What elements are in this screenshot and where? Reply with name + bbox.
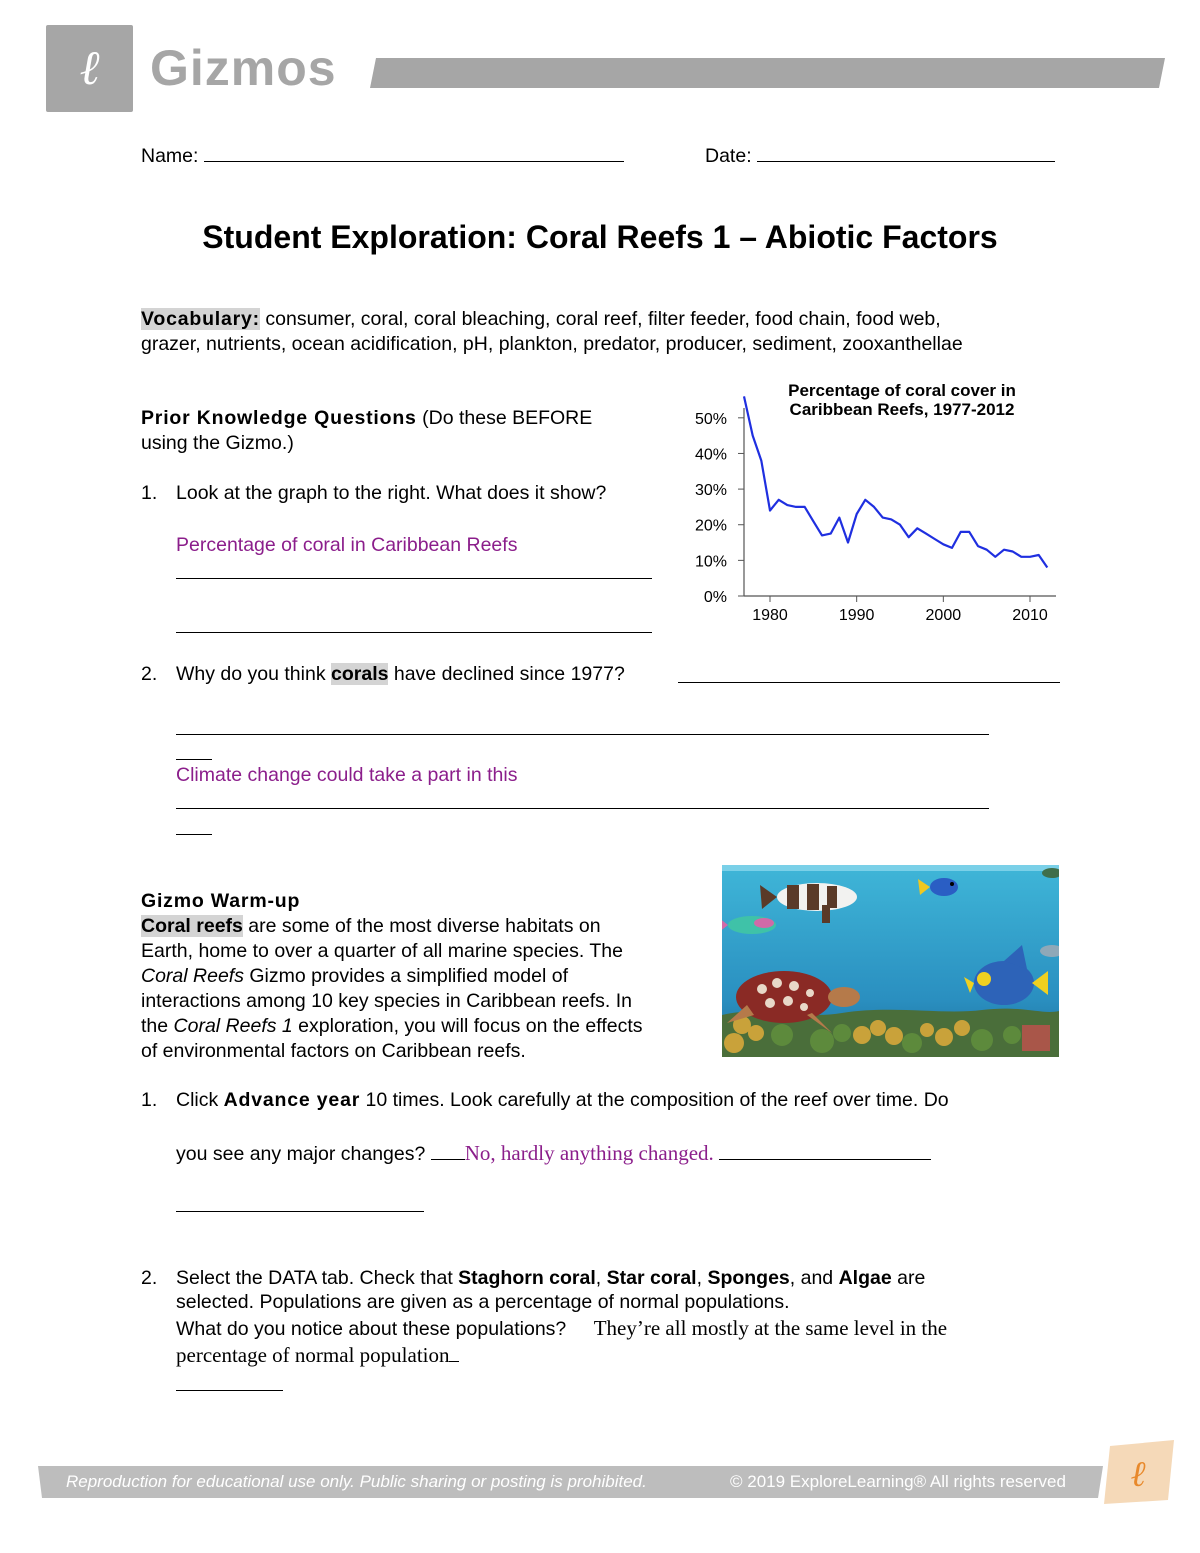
warmup-q2-answer-b[interactable]: percentage of normal population bbox=[176, 1343, 450, 1367]
warmup-q2-sep-2: , bbox=[696, 1267, 708, 1289]
chart-title-line-1: Percentage of coral cover in bbox=[788, 381, 1016, 400]
prior-note-2: using the Gizmo.) bbox=[141, 432, 294, 454]
prior-heading: Prior Knowledge Questions bbox=[141, 407, 417, 429]
prior-q2-text bbox=[176, 662, 625, 687]
vocabulary-block bbox=[141, 307, 1071, 357]
warmup-q1-lead-line bbox=[431, 1143, 465, 1160]
warmup-q2-answer-tail bbox=[449, 1345, 459, 1362]
vocabulary-label: Vocabulary: bbox=[141, 308, 260, 330]
prior-note-1: (Do these BEFORE bbox=[416, 407, 593, 429]
warmup-p6: of environmental factors on Caribbean reefs. bbox=[141, 1040, 526, 1062]
x-tick-label: 1990 bbox=[838, 607, 875, 624]
prior-q1-text: Look at the graph to the right. What does it show? bbox=[176, 482, 607, 504]
series-line-0 bbox=[744, 396, 1047, 567]
prior-q2-line-2-tail bbox=[176, 816, 212, 835]
warmup-p2: Earth, home to over a quarter of all marine species. The bbox=[141, 940, 623, 962]
warmup-q2-algae: Algae bbox=[838, 1267, 892, 1289]
prior-q2-line-2[interactable] bbox=[176, 790, 989, 809]
warmup-block bbox=[141, 889, 711, 1064]
y-tick-label: 10% bbox=[694, 553, 727, 571]
warmup-q1-bold: Advance year bbox=[223, 1089, 361, 1111]
warmup-p1: are some of the most diverse habitats on bbox=[242, 915, 601, 937]
chart-axes bbox=[744, 408, 1056, 596]
vocabulary-line-1: consumer, coral, coral bleaching, coral reef, filter feeder, food chain, food web, bbox=[259, 308, 941, 330]
header-bar bbox=[370, 58, 1165, 88]
warmup-q2-star: Star coral bbox=[606, 1267, 697, 1289]
warmup-heading: Gizmo Warm-up bbox=[141, 890, 301, 912]
warmup-q1-answer[interactable]: No, hardly anything changed. bbox=[464, 1141, 714, 1165]
y-tick-label: 20% bbox=[694, 517, 727, 535]
warmup-q2-question: What do you notice about these populations? bbox=[176, 1318, 567, 1340]
svg-text:ℓ: ℓ bbox=[1130, 1454, 1146, 1495]
explorelearning-footer-logo bbox=[1100, 1440, 1178, 1505]
warmup-q2-sep-4: are bbox=[891, 1267, 926, 1289]
y-tick-label: 30% bbox=[694, 482, 727, 500]
warmup-q2-sponges: Sponges bbox=[707, 1267, 790, 1289]
prior-q1-line-2[interactable] bbox=[176, 614, 652, 633]
warmup-q2-a: Select the DATA tab. Check that bbox=[176, 1267, 459, 1289]
y-tick-label: 50% bbox=[694, 410, 727, 428]
warmup-q2-answer-a[interactable]: They’re all mostly at the same level in the bbox=[593, 1316, 948, 1340]
prior-q1-number: 1. bbox=[141, 482, 158, 504]
warmup-q1-line-2 bbox=[176, 1141, 931, 1167]
date-line[interactable] bbox=[757, 143, 1055, 162]
warmup-q1-a: Click bbox=[176, 1089, 224, 1111]
warmup-q2-answer-b-wrap bbox=[176, 1342, 459, 1368]
prior-q2-line-1-tail bbox=[176, 741, 212, 760]
prior-q2-keyword: corals bbox=[331, 663, 389, 685]
brand-name: Gizmos bbox=[150, 40, 337, 96]
chart-series bbox=[744, 396, 1047, 567]
warmup-q2-sep-1: , bbox=[595, 1267, 607, 1289]
warmup-p5-a: the bbox=[141, 1015, 174, 1037]
warmup-p4: interactions among 10 key species in Caribbean reefs. In bbox=[141, 990, 633, 1012]
y-tick-label: 0% bbox=[703, 589, 727, 606]
warmup-q1-number: 1. bbox=[141, 1089, 158, 1111]
warmup-q1-b: 10 times. Look carefully at the composition of the reef over time. Do bbox=[360, 1089, 949, 1111]
warmup-q2-sep-3: , and bbox=[789, 1267, 839, 1289]
warmup-p5-b: exploration, you will focus on the effects bbox=[292, 1015, 643, 1037]
chart-ticks bbox=[695, 411, 1048, 624]
footer-copyright: © 2019 ExploreLearning® All rights reserved bbox=[730, 1472, 1066, 1491]
warmup-q2-line-2: selected. Populations are given as a percentage of normal populations. bbox=[176, 1291, 790, 1313]
warmup-q2-staghorn: Staghorn coral bbox=[458, 1267, 596, 1289]
y-tick-label: 40% bbox=[694, 446, 727, 464]
warmup-q1-text bbox=[176, 1088, 949, 1113]
prior-q1-answer[interactable]: Percentage of coral in Caribbean Reefs bbox=[176, 534, 518, 556]
explorelearning-logo: ℓ bbox=[79, 40, 100, 96]
prior-knowledge-heading bbox=[141, 406, 661, 456]
warmup-q2-line-3 bbox=[176, 1316, 947, 1342]
warmup-q2-number: 2. bbox=[141, 1267, 158, 1289]
prior-q1-line-1[interactable] bbox=[176, 560, 652, 579]
x-tick-label: 2000 bbox=[925, 607, 962, 624]
warmup-q2-text bbox=[176, 1266, 925, 1291]
page-title: Student Exploration: Coral Reefs 1 – Abiotic Factors bbox=[202, 219, 998, 255]
x-tick-label: 2010 bbox=[1012, 607, 1048, 624]
warmup-p3-italic: Coral Reefs bbox=[141, 965, 244, 987]
chart-title-line-2: Caribbean Reefs, 1977-2012 bbox=[789, 400, 1015, 419]
name-field bbox=[141, 143, 624, 169]
prior-q2-post: have declined since 1977? bbox=[388, 663, 625, 685]
date-label: Date: bbox=[705, 145, 752, 167]
prior-q2-line-0[interactable] bbox=[678, 664, 1060, 683]
warmup-q2-line-4[interactable] bbox=[176, 1374, 283, 1391]
vocabulary-line-2: grazer, nutrients, ocean acidification, pH, plankton, predator, producer, sediment, zooxanthellae bbox=[141, 333, 963, 355]
warmup-keyword: Coral reefs bbox=[141, 915, 243, 937]
warmup-p5-italic: Coral Reefs 1 bbox=[173, 1015, 293, 1037]
coral-cover-chart bbox=[684, 380, 1064, 630]
prior-q2-pre: Why do you think bbox=[176, 663, 331, 685]
footer-notice: Reproduction for educational use only. Public sharing or posting is prohibited. bbox=[66, 1472, 647, 1491]
name-label: Name: bbox=[141, 145, 199, 167]
date-field bbox=[705, 143, 1055, 169]
warmup-q1-prompt: you see any major changes? bbox=[176, 1143, 431, 1165]
prior-q2-line-1[interactable] bbox=[176, 716, 989, 735]
warmup-q1-line-3[interactable] bbox=[176, 1195, 424, 1212]
prior-q2-number: 2. bbox=[141, 663, 158, 685]
x-tick-label: 1980 bbox=[752, 607, 788, 624]
warmup-p3: Gizmo provides a simplified model of bbox=[243, 965, 569, 987]
name-line[interactable] bbox=[204, 143, 624, 162]
prior-q2-answer[interactable]: Climate change could take a part in this bbox=[176, 764, 518, 786]
warmup-q1-trail-line[interactable] bbox=[719, 1143, 931, 1160]
coral-reef-image bbox=[722, 865, 1059, 1057]
